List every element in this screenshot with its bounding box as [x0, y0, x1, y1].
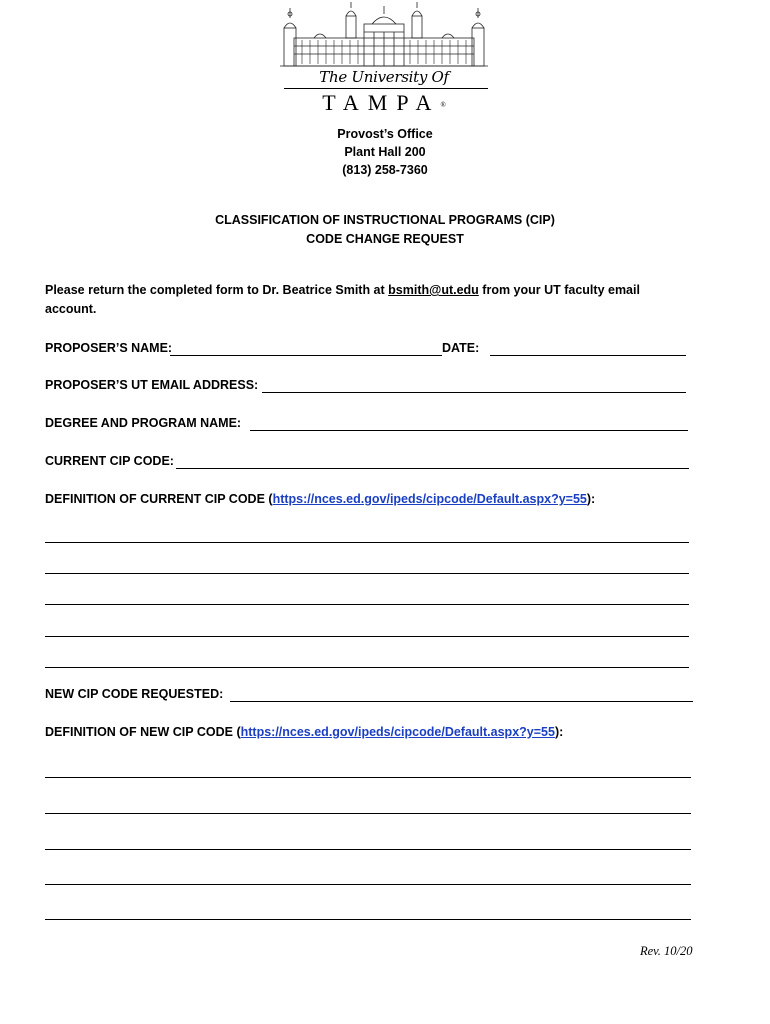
form-title-line2: CODE CHANGE REQUEST — [306, 232, 464, 246]
new-cip-label: NEW CIP CODE REQUESTED: — [45, 687, 224, 701]
instructions-suffix: from your UT faculty email — [478, 283, 640, 297]
new-definition-line-4[interactable] — [45, 884, 691, 885]
current-definition-line-1[interactable] — [45, 542, 689, 543]
university-logo — [278, 2, 490, 120]
university-name: The University Of — [319, 68, 449, 86]
form-title-line1: CLASSIFICATION OF INSTRUCTIONAL PROGRAMS (CIP) — [215, 213, 555, 227]
instructions-line2: account. — [45, 302, 97, 316]
proposer-name-field[interactable] — [170, 355, 442, 356]
current-definition-line-3[interactable] — [45, 604, 689, 605]
office-name: Provost’s Office — [337, 127, 433, 141]
proposer-name-label: PROPOSER’S NAME: — [45, 341, 173, 355]
tampa-wordmark — [278, 90, 490, 116]
new-definition-line-2[interactable] — [45, 813, 691, 814]
email-address-label: PROPOSER’S UT EMAIL ADDRESS: — [45, 378, 259, 392]
office-location: Plant Hall 200 — [344, 145, 426, 159]
current-definition-suffix: ): — [586, 492, 596, 506]
email-address-field[interactable] — [262, 392, 686, 393]
tampa-text: TAMPA — [322, 90, 441, 115]
new-definition-line-5[interactable] — [45, 919, 691, 920]
new-cip-url-link[interactable]: https://nces.ed.gov/ipeds/cipcode/Default.aspx?y=55 — [240, 725, 555, 739]
revision-note: Rev. 10/20 — [640, 944, 693, 958]
current-definition-line-4[interactable] — [45, 636, 689, 637]
new-definition-suffix: ): — [554, 725, 564, 739]
current-cip-url-link[interactable]: https://nces.ed.gov/ipeds/cipcode/Default.aspx?y=55 — [272, 492, 587, 506]
date-field[interactable] — [490, 355, 686, 356]
degree-program-label: DEGREE AND PROGRAM NAME: — [45, 416, 242, 430]
instructions-line1 — [45, 283, 640, 297]
office-phone: (813) 258-7360 — [342, 163, 428, 177]
plant-hall-illustration — [278, 2, 490, 68]
new-definition-prefix: DEFINITION OF NEW CIP CODE ( — [45, 725, 241, 739]
current-cip-definition-label — [45, 492, 595, 506]
registered-mark: ® — [440, 101, 446, 109]
new-definition-line-3[interactable] — [45, 849, 691, 850]
new-definition-line-1[interactable] — [45, 777, 691, 778]
instructions-prefix: Please return the completed form to Dr. Beatrice Smith at — [45, 283, 389, 297]
current-definition-prefix: DEFINITION OF CURRENT CIP CODE ( — [45, 492, 273, 506]
contact-email-link[interactable]: bsmith@ut.edu — [388, 283, 479, 297]
new-cip-field[interactable] — [230, 701, 693, 702]
date-label: DATE: — [442, 341, 480, 355]
logo-divider — [284, 88, 488, 89]
current-cip-field[interactable] — [176, 468, 689, 469]
new-cip-definition-label — [45, 725, 563, 739]
current-cip-label: CURRENT CIP CODE: — [45, 454, 174, 468]
current-definition-line-2[interactable] — [45, 573, 689, 574]
current-definition-line-5[interactable] — [45, 667, 689, 668]
degree-program-field[interactable] — [250, 430, 688, 431]
